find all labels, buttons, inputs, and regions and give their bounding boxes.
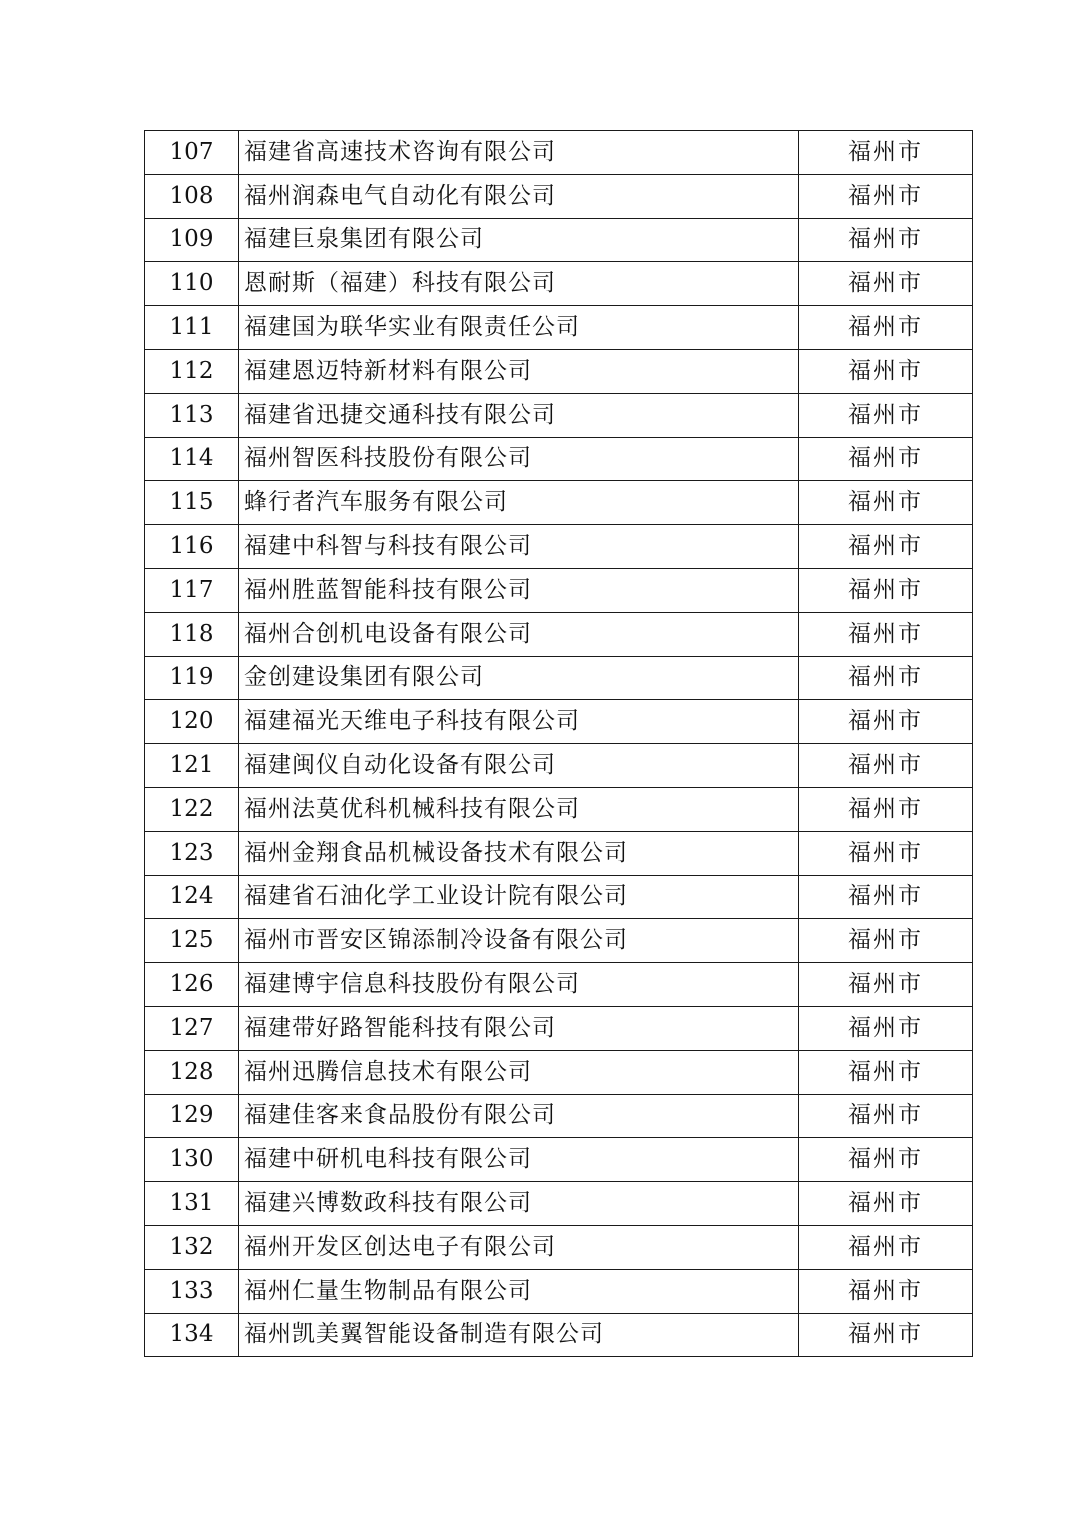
row-number-cell: 134: [145, 1313, 239, 1357]
company-name-cell: 福建恩迈特新材料有限公司: [239, 349, 799, 393]
company-name-cell: 福州金翔食品机械设备技术有限公司: [239, 831, 799, 875]
city-cell: 福州市: [799, 875, 973, 919]
row-number-cell: 112: [145, 349, 239, 393]
row-number-cell: 114: [145, 437, 239, 481]
city-cell: 福州市: [799, 700, 973, 744]
company-name-cell: 福州胜蓝智能科技有限公司: [239, 568, 799, 612]
city-cell: 福州市: [799, 787, 973, 831]
company-name-cell: 福州法莫优科机械科技有限公司: [239, 787, 799, 831]
company-name-cell: 福建国为联华实业有限责任公司: [239, 306, 799, 350]
company-name-cell: 福建博宇信息科技股份有限公司: [239, 963, 799, 1007]
company-name-cell: 福建闽仪自动化设备有限公司: [239, 744, 799, 788]
table-row: [145, 1138, 973, 1182]
row-number-cell: 121: [145, 744, 239, 788]
table-row: [145, 1006, 973, 1050]
company-name-cell: 福建省迅捷交通科技有限公司: [239, 393, 799, 437]
company-name-cell: 福建福光天维电子科技有限公司: [239, 700, 799, 744]
row-number-cell: 122: [145, 787, 239, 831]
company-list-body: [145, 131, 973, 1357]
row-number-cell: 129: [145, 1094, 239, 1138]
company-name-cell: 福建巨泉集团有限公司: [239, 218, 799, 262]
table-row: [145, 963, 973, 1007]
city-cell: 福州市: [799, 1050, 973, 1094]
table-row: [145, 1313, 973, 1357]
table-row: [145, 174, 973, 218]
row-number-cell: 123: [145, 831, 239, 875]
company-name-cell: 福州仁量生物制品有限公司: [239, 1269, 799, 1313]
table-row: [145, 131, 973, 175]
table-row: [145, 831, 973, 875]
row-number-cell: 119: [145, 656, 239, 700]
table-row: [145, 919, 973, 963]
row-number-cell: 131: [145, 1182, 239, 1226]
company-name-cell: 福州迅腾信息技术有限公司: [239, 1050, 799, 1094]
row-number-cell: 115: [145, 481, 239, 525]
city-cell: 福州市: [799, 919, 973, 963]
row-number-cell: 111: [145, 306, 239, 350]
table-row: [145, 875, 973, 919]
row-number-cell: 109: [145, 218, 239, 262]
table-row: [145, 1050, 973, 1094]
row-number-cell: 128: [145, 1050, 239, 1094]
table-row: [145, 437, 973, 481]
row-number-cell: 118: [145, 612, 239, 656]
table-row: [145, 1225, 973, 1269]
row-number-cell: 132: [145, 1225, 239, 1269]
table-row: [145, 1094, 973, 1138]
company-name-cell: 福州合创机电设备有限公司: [239, 612, 799, 656]
company-name-cell: 福建省石油化学工业设计院有限公司: [239, 875, 799, 919]
company-name-cell: 福州凯美翼智能设备制造有限公司: [239, 1313, 799, 1357]
city-cell: 福州市: [799, 174, 973, 218]
city-cell: 福州市: [799, 1269, 973, 1313]
city-cell: 福州市: [799, 393, 973, 437]
row-number-cell: 116: [145, 525, 239, 569]
city-cell: 福州市: [799, 744, 973, 788]
city-cell: 福州市: [799, 525, 973, 569]
city-cell: 福州市: [799, 1138, 973, 1182]
row-number-cell: 126: [145, 963, 239, 1007]
row-number-cell: 113: [145, 393, 239, 437]
table-row: [145, 393, 973, 437]
table-row: [145, 612, 973, 656]
row-number-cell: 127: [145, 1006, 239, 1050]
row-number-cell: 117: [145, 568, 239, 612]
company-name-cell: 福建中科智与科技有限公司: [239, 525, 799, 569]
city-cell: 福州市: [799, 1094, 973, 1138]
city-cell: 福州市: [799, 1313, 973, 1357]
row-number-cell: 130: [145, 1138, 239, 1182]
city-cell: 福州市: [799, 349, 973, 393]
city-cell: 福州市: [799, 612, 973, 656]
company-name-cell: 金创建设集团有限公司: [239, 656, 799, 700]
table-row: [145, 568, 973, 612]
row-number-cell: 107: [145, 131, 239, 175]
city-cell: 福州市: [799, 218, 973, 262]
company-name-cell: 福州开发区创达电子有限公司: [239, 1225, 799, 1269]
company-name-cell: 恩耐斯（福建）科技有限公司: [239, 262, 799, 306]
city-cell: 福州市: [799, 963, 973, 1007]
table-row: [145, 349, 973, 393]
company-name-cell: 福建兴博数政科技有限公司: [239, 1182, 799, 1226]
city-cell: 福州市: [799, 131, 973, 175]
table-row: [145, 481, 973, 525]
company-name-cell: 福州润森电气自动化有限公司: [239, 174, 799, 218]
table-row: [145, 525, 973, 569]
city-cell: 福州市: [799, 656, 973, 700]
city-cell: 福州市: [799, 568, 973, 612]
city-cell: 福州市: [799, 1225, 973, 1269]
city-cell: 福州市: [799, 481, 973, 525]
city-cell: 福州市: [799, 437, 973, 481]
city-cell: 福州市: [799, 306, 973, 350]
table-row: [145, 262, 973, 306]
row-number-cell: 124: [145, 875, 239, 919]
company-name-cell: 福州智医科技股份有限公司: [239, 437, 799, 481]
company-name-cell: 福州市晋安区锦添制冷设备有限公司: [239, 919, 799, 963]
company-list-table: [144, 130, 973, 1357]
table-row: [145, 306, 973, 350]
table-row: [145, 1269, 973, 1313]
table-row: [145, 656, 973, 700]
row-number-cell: 110: [145, 262, 239, 306]
city-cell: 福州市: [799, 1006, 973, 1050]
table-row: [145, 700, 973, 744]
city-cell: 福州市: [799, 262, 973, 306]
table-row: [145, 787, 973, 831]
row-number-cell: 133: [145, 1269, 239, 1313]
company-name-cell: 福建带好路智能科技有限公司: [239, 1006, 799, 1050]
company-name-cell: 福建省高速技术咨询有限公司: [239, 131, 799, 175]
table-row: [145, 218, 973, 262]
row-number-cell: 120: [145, 700, 239, 744]
company-name-cell: 福建佳客来食品股份有限公司: [239, 1094, 799, 1138]
row-number-cell: 108: [145, 174, 239, 218]
city-cell: 福州市: [799, 1182, 973, 1226]
table-row: [145, 1182, 973, 1226]
company-name-cell: 蜂行者汽车服务有限公司: [239, 481, 799, 525]
row-number-cell: 125: [145, 919, 239, 963]
company-name-cell: 福建中研机电科技有限公司: [239, 1138, 799, 1182]
table-row: [145, 744, 973, 788]
city-cell: 福州市: [799, 831, 973, 875]
